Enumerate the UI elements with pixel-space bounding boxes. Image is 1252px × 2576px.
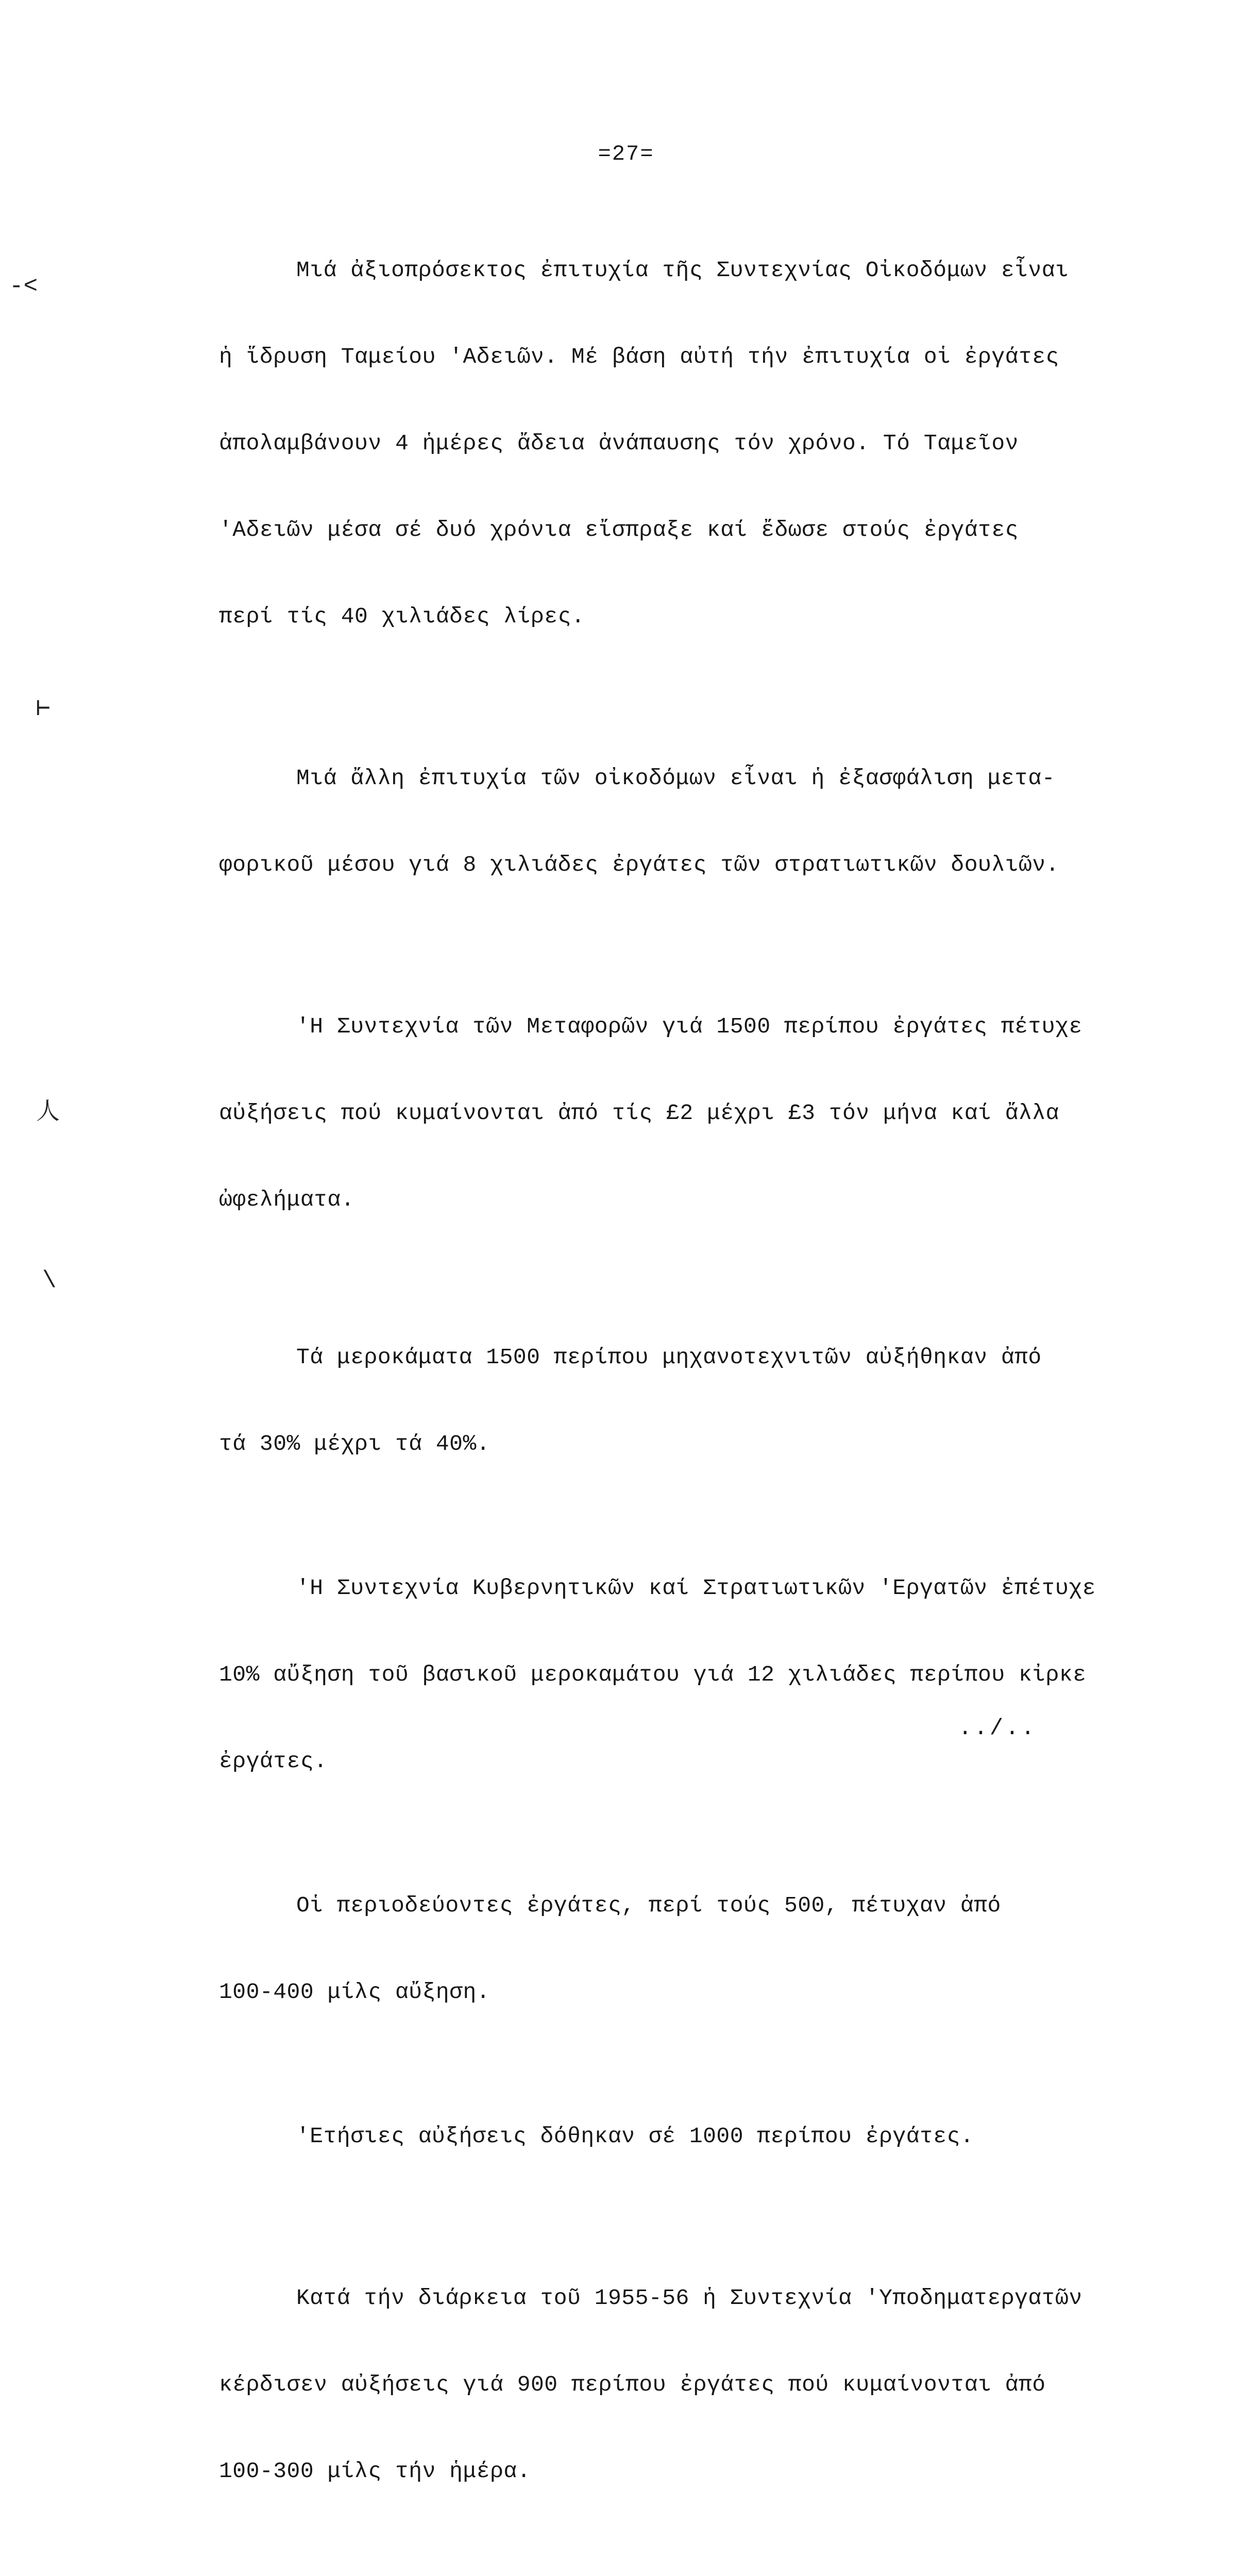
text-line: Μιά ἀξιοπρόσεκτος ἐπιτυχία τῆς Συντεχνίας Οἰκοδόμων εἶναι: [296, 258, 1069, 283]
margin-mark-tick: ⊢: [36, 696, 50, 722]
continuation-mark: ../..: [958, 1716, 1037, 1741]
paragraph-5: [219, 1516, 1224, 1834]
text-line: 100-300 μίλς τήν ἡμέρα.: [219, 2459, 531, 2484]
paragraph-1: [219, 198, 1224, 689]
text-line: 10% αὔξηση τοῦ βασικοῦ μεροκαμάτου γιά 12 χιλιάδες περίπου κἰρκε: [219, 1662, 1087, 1687]
paragraph-9: [219, 2566, 1224, 2576]
text-line: Τά μεροκάματα 1500 περίπου μηχανοτεχνιτῶν αὐξήθηκαν ἀπό: [296, 1345, 1042, 1370]
margin-mark-slash: \: [42, 1267, 57, 1294]
text-line: Μιά ἄλλη ἐπιτυχία τῶν οἰκοδόμων εἶναι ἡ ἐξασφάλιση μετα-: [296, 766, 1056, 791]
text-line: Κατά τήν διάρκεια τοῦ 1955-56 ἡ Συντεχνία 'Υποδηματεργατῶν: [296, 2285, 1082, 2311]
text-line: 'Η Συντεχνία τῶν Μεταφορῶν γιά 1500 περίπου ἐργάτες πέτυχε: [296, 1014, 1082, 1039]
text-line: 'Ετήσιες αὐξήσεις δόθηκαν σέ 1000 περίπου ἐργάτες.: [296, 2124, 974, 2149]
text-line: αὐξήσεις πού κυμαίνονται ἀπό τίς £2 μέχρι £3 τόν μήνα καί ἄλλα: [219, 1100, 1059, 1126]
text-line: Οἱ περιοδεύοντες ἐργάτες, περί τούς 500, πέτυχαν ἀπό: [296, 1893, 1001, 1918]
text-line: τά 30% μέχρι τά 40%.: [219, 1431, 490, 1456]
text-line: 100-400 μίλς αὔξηση.: [219, 1979, 490, 2005]
text-line: ἡ ἵδρυση Ταμείου 'Αδειῶν. Μέ βάση αὐτή τήν ἐπιτυχία οἱ ἐργάτες: [219, 344, 1059, 369]
text-line: περί τίς 40 χιλιάδες λίρες.: [219, 604, 585, 629]
text-line: φορικοῦ μέσου γιά 8 χιλιάδες ἐργάτες τῶν στρατιωτικῶν δουλιῶν.: [219, 852, 1059, 877]
paragraph-6: [219, 1834, 1224, 2064]
paragraph-4: [219, 1285, 1224, 1516]
paragraph-3: [219, 955, 1224, 1272]
body-text: [219, 198, 1224, 2576]
margin-mark-lambda: 人: [36, 1099, 60, 1126]
paragraph-7: [219, 2064, 1224, 2209]
page-number: =27=: [598, 142, 654, 166]
margin-mark-arrow: -<: [9, 273, 38, 300]
text-line: ἐργάτες.: [219, 1749, 328, 1774]
text-line: ὠφελήματα.: [219, 1187, 355, 1212]
text-line: κέρδισεν αὐξήσεις γιά 900 περίπου ἐργάτες πού κυμαίνονται ἀπό: [219, 2372, 1046, 2397]
text-line: 'Η Συντεχνία Κυβερνητικῶν καί Στρατιωτικῶν 'Εργατῶν ἐπέτυχε: [296, 1575, 1096, 1601]
paragraph-2: [219, 706, 1224, 937]
text-line: ἀπολαμβάνουν 4 ἡμέρες ἄδεια ἀνάπαυσης τόν χρόνο. Τό Ταμεῖον: [219, 431, 1019, 456]
paragraph-8: [219, 2226, 1224, 2544]
text-line: 'Αδειῶν μέσα σέ δυό χρόνια εἴσπραξε καί ἔδωσε στούς ἐργάτες: [219, 517, 1019, 543]
